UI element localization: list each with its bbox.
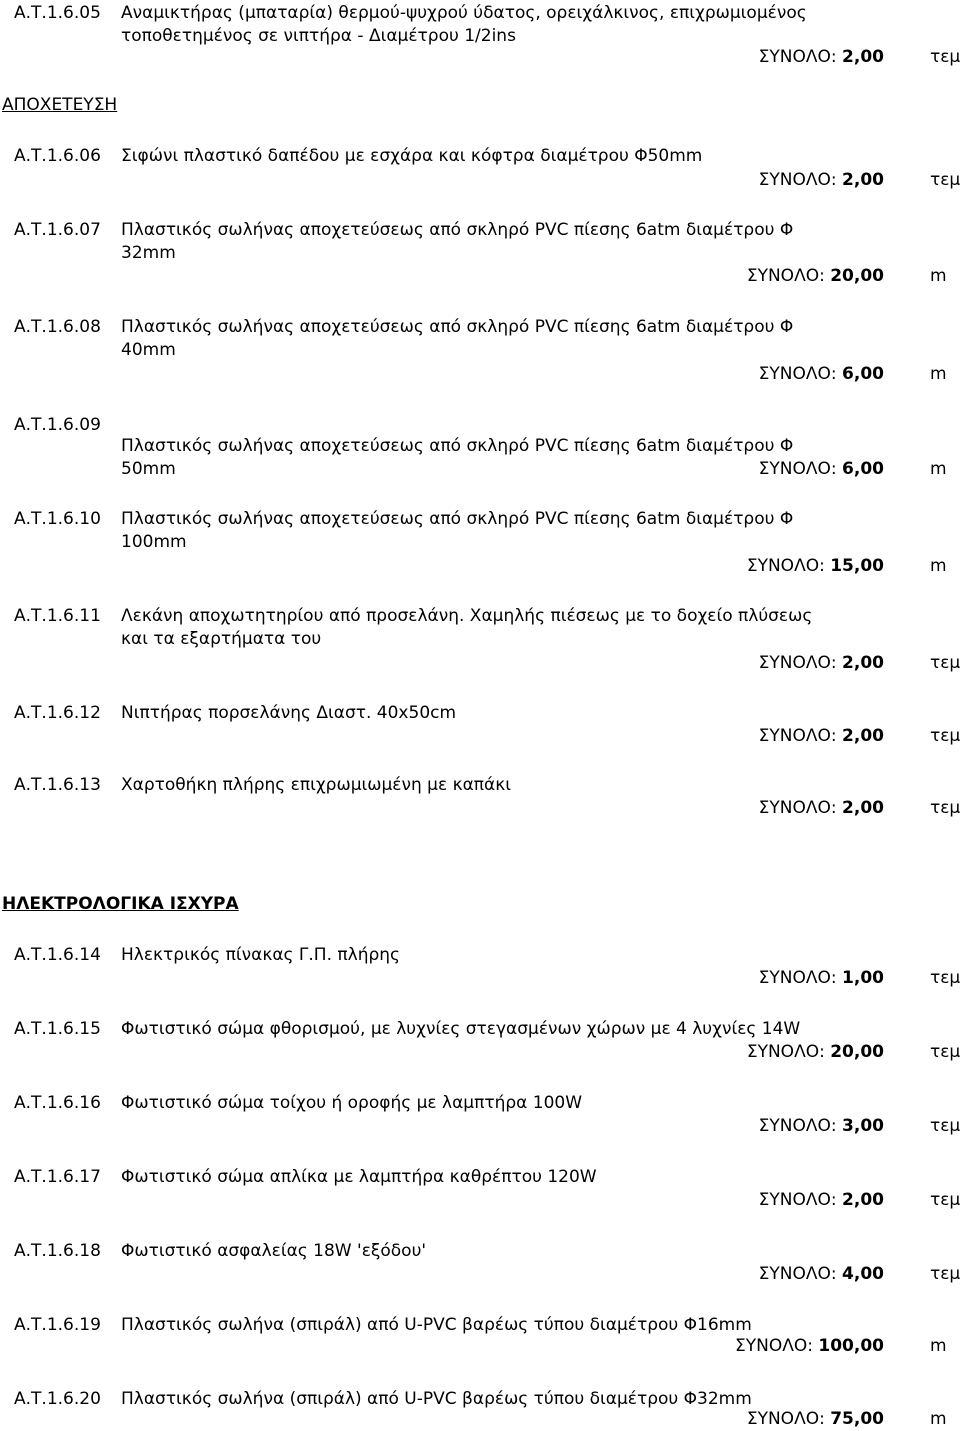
item-total (759, 458, 884, 481)
total-label: ΣΥΝΟΛΟ: (758, 364, 837, 384)
total-value: 75,00 (830, 1409, 884, 1429)
item-unit: τεμ (930, 968, 960, 988)
item-description: Λεκάνη αποχωτητηρίου από προσελάνη. Χαμηλής πιέσεως με το δοχείο πλύσεως και τα εξαρτήματα του (121, 606, 813, 649)
item-code: Α.Τ.1.6.15 (14, 1019, 101, 1039)
item-description: Χαρτοθήκη πλήρης επιχρωμιωμένη με καπάκι (121, 775, 512, 795)
item-unit: τεμ (930, 798, 960, 818)
item-code: Α.Τ.1.6.05 (14, 3, 101, 23)
item-unit: m (930, 364, 947, 384)
item-unit: m (930, 459, 947, 479)
item-code: Α.Τ.1.6.18 (14, 1241, 101, 1261)
item-description: Πλαστικός σωλήνα (σπιράλ) από U-PVC βαρέως τύπου διαμέτρου Φ16mm (121, 1315, 752, 1335)
item-unit: τεμ (930, 1264, 960, 1284)
total-label: ΣΥΝΟΛΟ: (758, 459, 837, 479)
item-total (747, 1041, 884, 1064)
item-description: Φωτιστικό ασφαλείας 18W 'εξόδου' (121, 1241, 427, 1261)
item-description: Αναμικτήρας (μπαταρία) θερμού-ψυχρού ύδατος, ορειχάλκινος, επιχρωμιομένος τοποθετημένος σε νιπτήρα - Διαμέτρου 1/2ins (121, 3, 807, 46)
total-label: ΣΥΝΟΛΟ: (758, 968, 837, 988)
total-value: 100,00 (818, 1336, 884, 1356)
item-unit: τεμ (930, 1116, 960, 1136)
total-value: 6,00 (842, 459, 884, 479)
item-description: Πλαστικός σωλήνας αποχετεύσεως από σκληρό PVC πίεσης 6atm διαμέτρου Φ 100mm (121, 509, 794, 552)
total-label: ΣΥΝΟΛΟ: (758, 1116, 837, 1136)
section-heading-electrical: ΗΛΕΚΤΡΟΛΟΓΙΚΑ ΙΣΧΥΡΑ (2, 894, 239, 914)
item-total (759, 363, 884, 386)
item-total (759, 169, 884, 192)
item-unit: τεμ (930, 653, 960, 673)
total-value: 2,00 (842, 170, 884, 190)
item-unit: τεμ (930, 1190, 960, 1210)
item-total (747, 1408, 884, 1431)
item-description: Πλαστικός σωλήνας αποχετεύσεως από σκληρό PVC πίεσης 6atm διαμέτρου Φ 32mm (121, 220, 794, 263)
item-total (747, 555, 884, 578)
item-description: Σιφώνι πλαστικό δαπέδου με εσχάρα και κόφτρα διαμέτρου Φ50mm (121, 146, 703, 166)
item-total (759, 1115, 884, 1138)
total-value: 3,00 (842, 1116, 884, 1136)
item-total (759, 1189, 884, 1212)
item-code: Α.Τ.1.6.08 (14, 317, 101, 337)
item-code: Α.Τ.1.6.07 (14, 220, 101, 240)
total-label: ΣΥΝΟΛΟ: (758, 798, 837, 818)
item-unit: τεμ (930, 726, 960, 746)
item-unit: m (930, 556, 947, 576)
item-description: Ηλεκτρικός πίνακας Γ.Π. πλήρης (121, 945, 401, 965)
item-description: Φωτιστικό σώμα φθορισμού, με λυχνίες στεγασμένων χώρων με 4 λυχνίες 14W (121, 1019, 801, 1039)
section-heading-drainage: ΑΠΟΧΕΤΕΥΣΗ (2, 95, 118, 115)
total-value: 2,00 (842, 1190, 884, 1210)
item-code: Α.Τ.1.6.12 (14, 703, 101, 723)
total-value: 2,00 (842, 653, 884, 673)
item-total (759, 1263, 884, 1286)
item-unit: τεμ (930, 47, 960, 67)
item-code: Α.Τ.1.6.13 (14, 775, 101, 795)
item-unit: τεμ (930, 1042, 960, 1062)
total-value: 6,00 (842, 364, 884, 384)
total-value: 2,00 (842, 798, 884, 818)
item-description: Φωτιστικό σώμα τοίχου ή οροφής με λαμπτήρα 100W (121, 1093, 583, 1113)
item-total (747, 265, 884, 288)
total-value: 2,00 (842, 726, 884, 746)
total-value: 4,00 (842, 1264, 884, 1284)
item-total (759, 46, 884, 69)
item-code: Α.Τ.1.6.10 (14, 509, 101, 529)
total-label: ΣΥΝΟΛΟ: (746, 556, 825, 576)
total-value: 20,00 (830, 1042, 884, 1062)
item-code: Α.Τ.1.6.09 (14, 415, 101, 435)
total-label: ΣΥΝΟΛΟ: (758, 1190, 837, 1210)
total-label: ΣΥΝΟΛΟ: (758, 170, 837, 190)
total-value: 1,00 (842, 968, 884, 988)
item-total (759, 797, 884, 820)
total-label: ΣΥΝΟΛΟ: (746, 1042, 825, 1062)
item-unit: τεμ (930, 170, 960, 190)
total-value: 2,00 (842, 47, 884, 67)
total-label: ΣΥΝΟΛΟ: (746, 1409, 825, 1429)
item-description: Νιπτήρας πορσελάνης Διαστ. 40x50cm (121, 703, 457, 723)
total-value: 20,00 (830, 266, 884, 286)
item-description: Πλαστικός σωλήνας αποχετεύσεως από σκληρό PVC πίεσης 6atm διαμέτρου Φ 50mm (121, 436, 794, 479)
item-code: Α.Τ.1.6.16 (14, 1093, 101, 1113)
total-label: ΣΥΝΟΛΟ: (758, 653, 837, 673)
item-code: Α.Τ.1.6.20 (14, 1389, 101, 1409)
item-total (759, 967, 884, 990)
item-unit: m (930, 266, 947, 286)
item-total (735, 1335, 884, 1358)
item-code: Α.Τ.1.6.17 (14, 1167, 101, 1187)
total-label: ΣΥΝΟΛΟ: (758, 47, 837, 67)
total-label: ΣΥΝΟΛΟ: (758, 1264, 837, 1284)
total-value: 15,00 (830, 556, 884, 576)
item-description: Πλαστικός σωλήνας αποχετεύσεως από σκληρό PVC πίεσης 6atm διαμέτρου Φ 40mm (121, 317, 794, 360)
item-code: Α.Τ.1.6.14 (14, 945, 101, 965)
item-total (759, 725, 884, 748)
item-unit: m (930, 1409, 947, 1429)
item-description: Πλαστικός σωλήνα (σπιράλ) από U-PVC βαρέως τύπου διαμέτρου Φ32mm (121, 1389, 752, 1409)
item-unit: m (930, 1336, 947, 1356)
item-code: Α.Τ.1.6.11 (14, 606, 101, 626)
item-description: Φωτιστικό σώμα απλίκα με λαμπτήρα καθρέπτου 120W (121, 1167, 597, 1187)
total-label: ΣΥΝΟΛΟ: (758, 726, 837, 746)
total-label: ΣΥΝΟΛΟ: (746, 266, 825, 286)
total-label: ΣΥΝΟΛΟ: (735, 1336, 813, 1356)
item-code: Α.Τ.1.6.19 (14, 1315, 101, 1335)
item-total (759, 652, 884, 675)
item-code: Α.Τ.1.6.06 (14, 146, 101, 166)
